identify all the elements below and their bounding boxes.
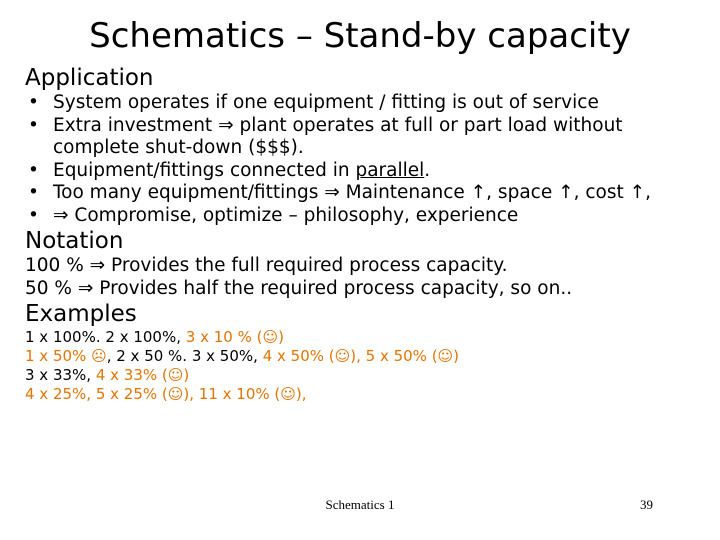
example-highlight: 4 x 50% (☺), 5 x 50% (☺) [262, 347, 460, 365]
slide-footer: Schematics 1 [325, 497, 395, 512]
bullet-text: Maintenance [339, 182, 471, 203]
notation-text: Provides half the required process capacity, so on.. [93, 277, 573, 299]
example-line [25, 347, 705, 366]
bullet-dot: • [28, 114, 39, 136]
bullet-dot: • [28, 182, 39, 203]
up-arrow-icon: ↑ [558, 182, 574, 203]
implies-arrow-icon: ⇒ [324, 182, 340, 203]
implies-arrow-icon: ⇒ [218, 114, 234, 136]
example-line [25, 366, 705, 385]
bullet-text: , space [486, 182, 559, 203]
bullet-item [25, 205, 705, 228]
notation-line [25, 255, 705, 278]
example-text: 1 x 100%. 2 x 100%, [25, 328, 186, 346]
bullet-item [25, 115, 705, 160]
up-arrow-icon: ↑ [629, 182, 646, 203]
example-line [25, 328, 705, 347]
up-arrow-icon: ↑ [470, 182, 487, 203]
parallel-link[interactable]: parallel [355, 159, 425, 181]
bullet-text: , [645, 182, 652, 203]
implies-arrow-icon: ⇒ [53, 204, 69, 226]
example-text: , 2 x 50 %. 3 x 50%, [106, 347, 263, 365]
page-number: 39 [640, 497, 653, 512]
bullet-text: Too many equipment/fittings [53, 182, 325, 203]
bullet-text: plant operates at full or part load without complete shut-down ($$$). [53, 114, 623, 158]
slide-title: Schematics – Stand-by capacity [89, 16, 631, 56]
bullet-item [25, 92, 705, 115]
notation-line [25, 278, 705, 301]
notation-text: Provides the full required process capacity. [105, 255, 508, 276]
bullet-dot: • [28, 92, 39, 113]
example-text: 3 x 33%, [25, 366, 96, 384]
bullet-text: Compromise, optimize – philosophy, experience [68, 204, 519, 226]
bullet-dot: • [28, 204, 39, 226]
bullet-dot: • [28, 159, 39, 181]
bullet-item [25, 160, 705, 183]
bullet-text: Equipment/fittings connected in [53, 159, 356, 181]
bullet-text: . [424, 159, 431, 181]
notation-text: 100 % [25, 255, 90, 276]
bullet-item [25, 182, 705, 205]
application-heading: Application [25, 65, 154, 91]
example-highlight: 4 x 33% (☺) [95, 366, 190, 384]
examples-heading: Examples [25, 301, 137, 327]
notation-text: 50 % [25, 277, 78, 299]
example-highlight: 3 x 10 % (☺) [185, 328, 284, 346]
implies-arrow-icon: ⇒ [77, 277, 94, 299]
slide-content [25, 64, 705, 404]
application-bullets [25, 92, 705, 227]
bullet-text: Extra investment [53, 114, 219, 136]
bullet-text: System operates if one equipment / fitting is out of service [53, 92, 599, 113]
example-highlight: 1 x 50% ☹ [25, 347, 107, 365]
notation-heading: Notation [25, 228, 124, 254]
example-line [25, 385, 705, 404]
bullet-text: , cost [573, 182, 630, 203]
implies-arrow-icon: ⇒ [89, 255, 106, 276]
example-highlight: 4 x 25%, 5 x 25% (☺), 11 x 10% (☺), [25, 385, 307, 403]
